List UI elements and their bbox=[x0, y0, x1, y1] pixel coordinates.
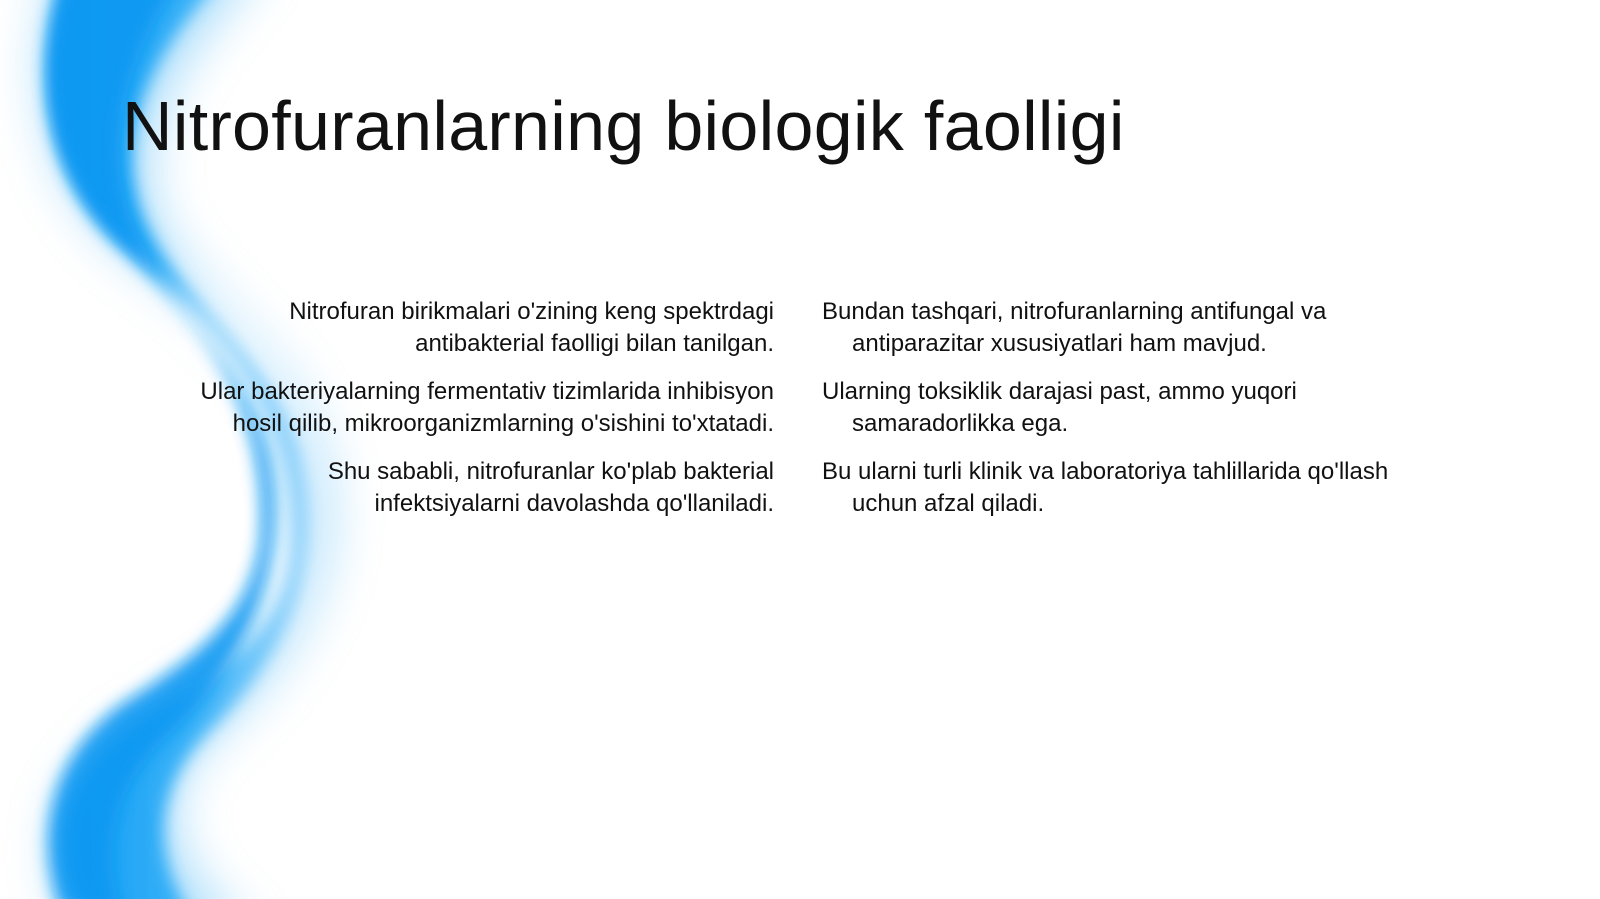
left-paragraph-1: Nitrofuran birikmalari o'zining keng spektrdagi antibakterial faolligi bilan tanilgan. bbox=[289, 298, 774, 357]
right-paragraph-1: Bundan tashqari, nitrofuranlarning antifungal va antiparazitar xususiyatlari ham mavjud. bbox=[822, 298, 1327, 357]
left-paragraph-3: Shu sababli, nitrofuranlar ko'plab bakterial infektsiyalarni davolashda qo'llaniladi. bbox=[327, 458, 774, 517]
right-paragraph-3: Bu ularni turli klinik va laboratoriya tahlillarida qo'llash uchun afzal qiladi. bbox=[822, 458, 1389, 517]
slide-title: Nitrofuranlarning biologik faolligi bbox=[122, 87, 1125, 165]
right-paragraph-2: Ularning toksiklik darajasi past, ammo yuqori samaradorlikka ega. bbox=[822, 378, 1297, 437]
left-column bbox=[180, 296, 774, 536]
left-paragraph-2: Ular bakteriyalarning fermentativ tizimlarida inhibisyon hosil qilib, mikroorganizmlarning o'sishini to'xtatadi. bbox=[200, 378, 774, 437]
right-column bbox=[822, 296, 1442, 536]
